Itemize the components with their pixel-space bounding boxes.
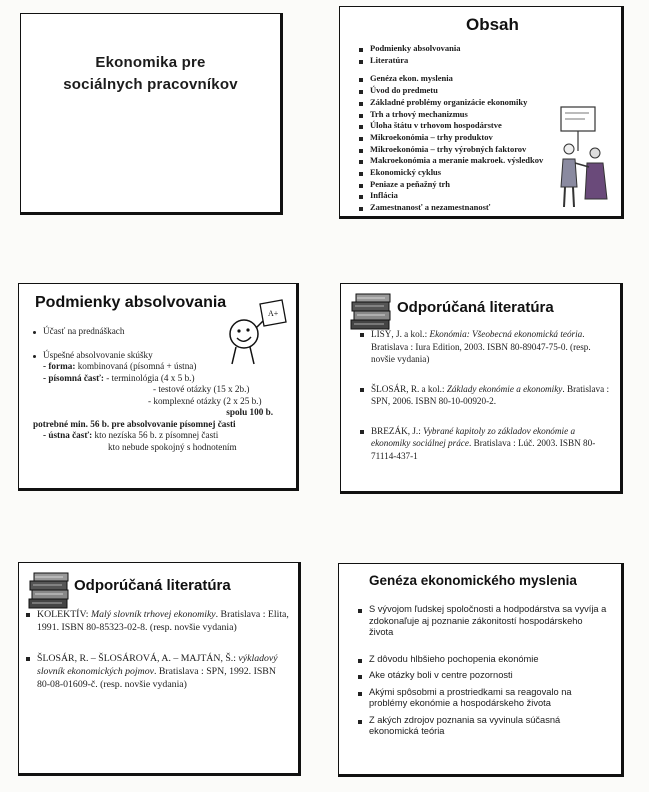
requirements-text xyxy=(33,326,291,453)
ref-details: . Bratislava : Elita, 1991. ISBN 80-85323-02-8. (resp. novšie vydania) xyxy=(37,609,289,633)
oral-part-2: kto nebude spokojný s hodnotením xyxy=(108,441,237,452)
list-item: Z dôvodu hlbšieho pochopenia ekonómie xyxy=(369,654,609,666)
ref-title: Ekonómia: Všeobecná ekonomická teória xyxy=(429,329,583,339)
list-item: Základné problémy organizácie ekonomiky xyxy=(370,97,575,109)
slide-contents xyxy=(339,6,624,219)
total-points: spolu 100 b. xyxy=(226,407,273,417)
ref-authors: ŠLOSÁR, R. a kol.: xyxy=(371,383,447,394)
oral-part xyxy=(33,430,291,442)
ref-authors: LISÝ, J. a kol.: xyxy=(371,329,430,339)
reference-list xyxy=(37,608,291,709)
list-item: Literatúra xyxy=(370,55,575,67)
list-item: Podmienky absolvovania xyxy=(370,43,575,55)
list-item: S vývojom ľudskej spoločnosti a hodpodárstva sa vyvíja a zdokonaľuje aj poznanie zákonitostí hospodárskeho života xyxy=(369,604,609,639)
ref-details: . Bratislava : SPN, 1992. ISBN 80-08-01609-č. (resp. novšie vydania) xyxy=(37,666,276,690)
genesis-list xyxy=(369,604,609,743)
list-item: Peniaze a peňažný trh xyxy=(370,179,575,191)
list-item: Úspešné absolvovanie skúšky xyxy=(43,350,291,362)
slide-literature-1 xyxy=(340,283,623,494)
label: - písomná časť: xyxy=(43,372,104,383)
complex-questions: - komplexné otázky (2 x 25 b.) xyxy=(148,395,262,406)
reference-item xyxy=(37,608,291,634)
exam-form xyxy=(33,361,291,373)
value: - terminológia (4 x 5 b.) xyxy=(103,372,195,383)
value: kombinovaná (písomná + ústna) xyxy=(75,361,197,371)
slide-genesis xyxy=(338,563,624,777)
list-item: Úloha štátu v trhovom hospodárstve xyxy=(370,120,575,132)
list-item: Ake otázky boli v centre pozornosti xyxy=(369,670,609,682)
slide-heading: Odporúčaná literatúra xyxy=(74,577,231,594)
svg-text:A+: A+ xyxy=(268,309,279,318)
ref-title: Malý slovník trhovej ekonomiky xyxy=(90,609,216,620)
ref-details: . Bratislava : SPN, 2006. ISBN 80-10-00920-2. xyxy=(371,383,610,406)
books-stack-icon xyxy=(349,292,395,332)
list-item: Ekonomický cyklus xyxy=(370,167,575,179)
books-stack-icon xyxy=(27,571,73,611)
slide-heading: Genéza ekonomického myslenia xyxy=(369,573,577,588)
people-at-board-icon xyxy=(555,103,611,213)
reference-item xyxy=(37,652,291,691)
list-item: Z akých zdrojov poznania sa vyvinula súčasná ekonomická teória xyxy=(369,715,609,738)
reference-list xyxy=(371,328,611,479)
ref-authors: BREZÁK, J.: xyxy=(371,425,424,436)
ref-title: Základy ekonómie a ekonomiky xyxy=(446,383,563,394)
list-item: Zamestnanosť a nezamestnanosť xyxy=(370,202,575,214)
ref-details: . Bratislava : Iura Edition, 2003. ISBN 80-89047-75-0. (resp. novšie vydania) xyxy=(371,329,591,364)
list-item: Úvod do predmetu xyxy=(370,85,575,97)
list-item: Účasť na prednáškach xyxy=(43,326,291,338)
ref-details: . Bratislava : Lúč. 2003. ISBN 80-71114-437-1 xyxy=(371,438,596,461)
label: - forma: xyxy=(43,361,76,371)
list-item: Mikroekonómia – trhy výrobných faktorov xyxy=(370,144,575,156)
list-item: Genéza ekon. myslenia xyxy=(370,73,575,85)
list-item: Inflácia xyxy=(370,190,575,202)
written-part xyxy=(33,373,291,385)
slide-title-page xyxy=(20,13,283,215)
ref-title: výkladový slovník ekonomických pojmov xyxy=(37,653,278,677)
ref-title: Vybrané kapitoly zo základov ekonómie a ekonomiky sociálnej práce xyxy=(371,425,576,448)
list-item: Mikroekonómia – trhy produktov xyxy=(370,132,575,144)
slide-requirements xyxy=(18,283,299,491)
slide-heading: Odporúčaná literatúra xyxy=(397,299,554,316)
slide-heading: Obsah xyxy=(466,15,519,34)
ref-authors: ŠLOSÁR, R. – ŠLOSÁROVÁ, A. – MAJTÁN, Š.: xyxy=(37,653,239,664)
slide-literature-2 xyxy=(18,562,301,776)
value: kto nezíska 56 b. z písomnej časti xyxy=(92,430,219,440)
list-item: Makroekonómia a meranie makroek. výsledkov xyxy=(370,155,575,167)
label: - ústna časť: xyxy=(43,430,93,440)
contents-list xyxy=(370,43,575,214)
course-title: Ekonomika pre sociálnych pracovníkov xyxy=(63,54,238,93)
ref-authors: KOLEKTÍV: xyxy=(37,609,91,620)
slide-heading: Podmienky absolvovania xyxy=(35,294,227,311)
minimum-points: potrebné min. 56 b. pre absolvovanie písomnej časti xyxy=(33,418,236,429)
reference-item xyxy=(371,425,611,463)
list-item: Trh a trhový mechanizmus xyxy=(370,109,575,121)
reference-item xyxy=(371,383,611,408)
test-questions: - testové otázky (15 x 2b.) xyxy=(153,384,250,394)
reference-item xyxy=(371,328,611,366)
list-item: Akými spôsobmi a prostriedkami sa reagovalo na problémy ekonómie a hospodárskeho života xyxy=(369,687,609,710)
